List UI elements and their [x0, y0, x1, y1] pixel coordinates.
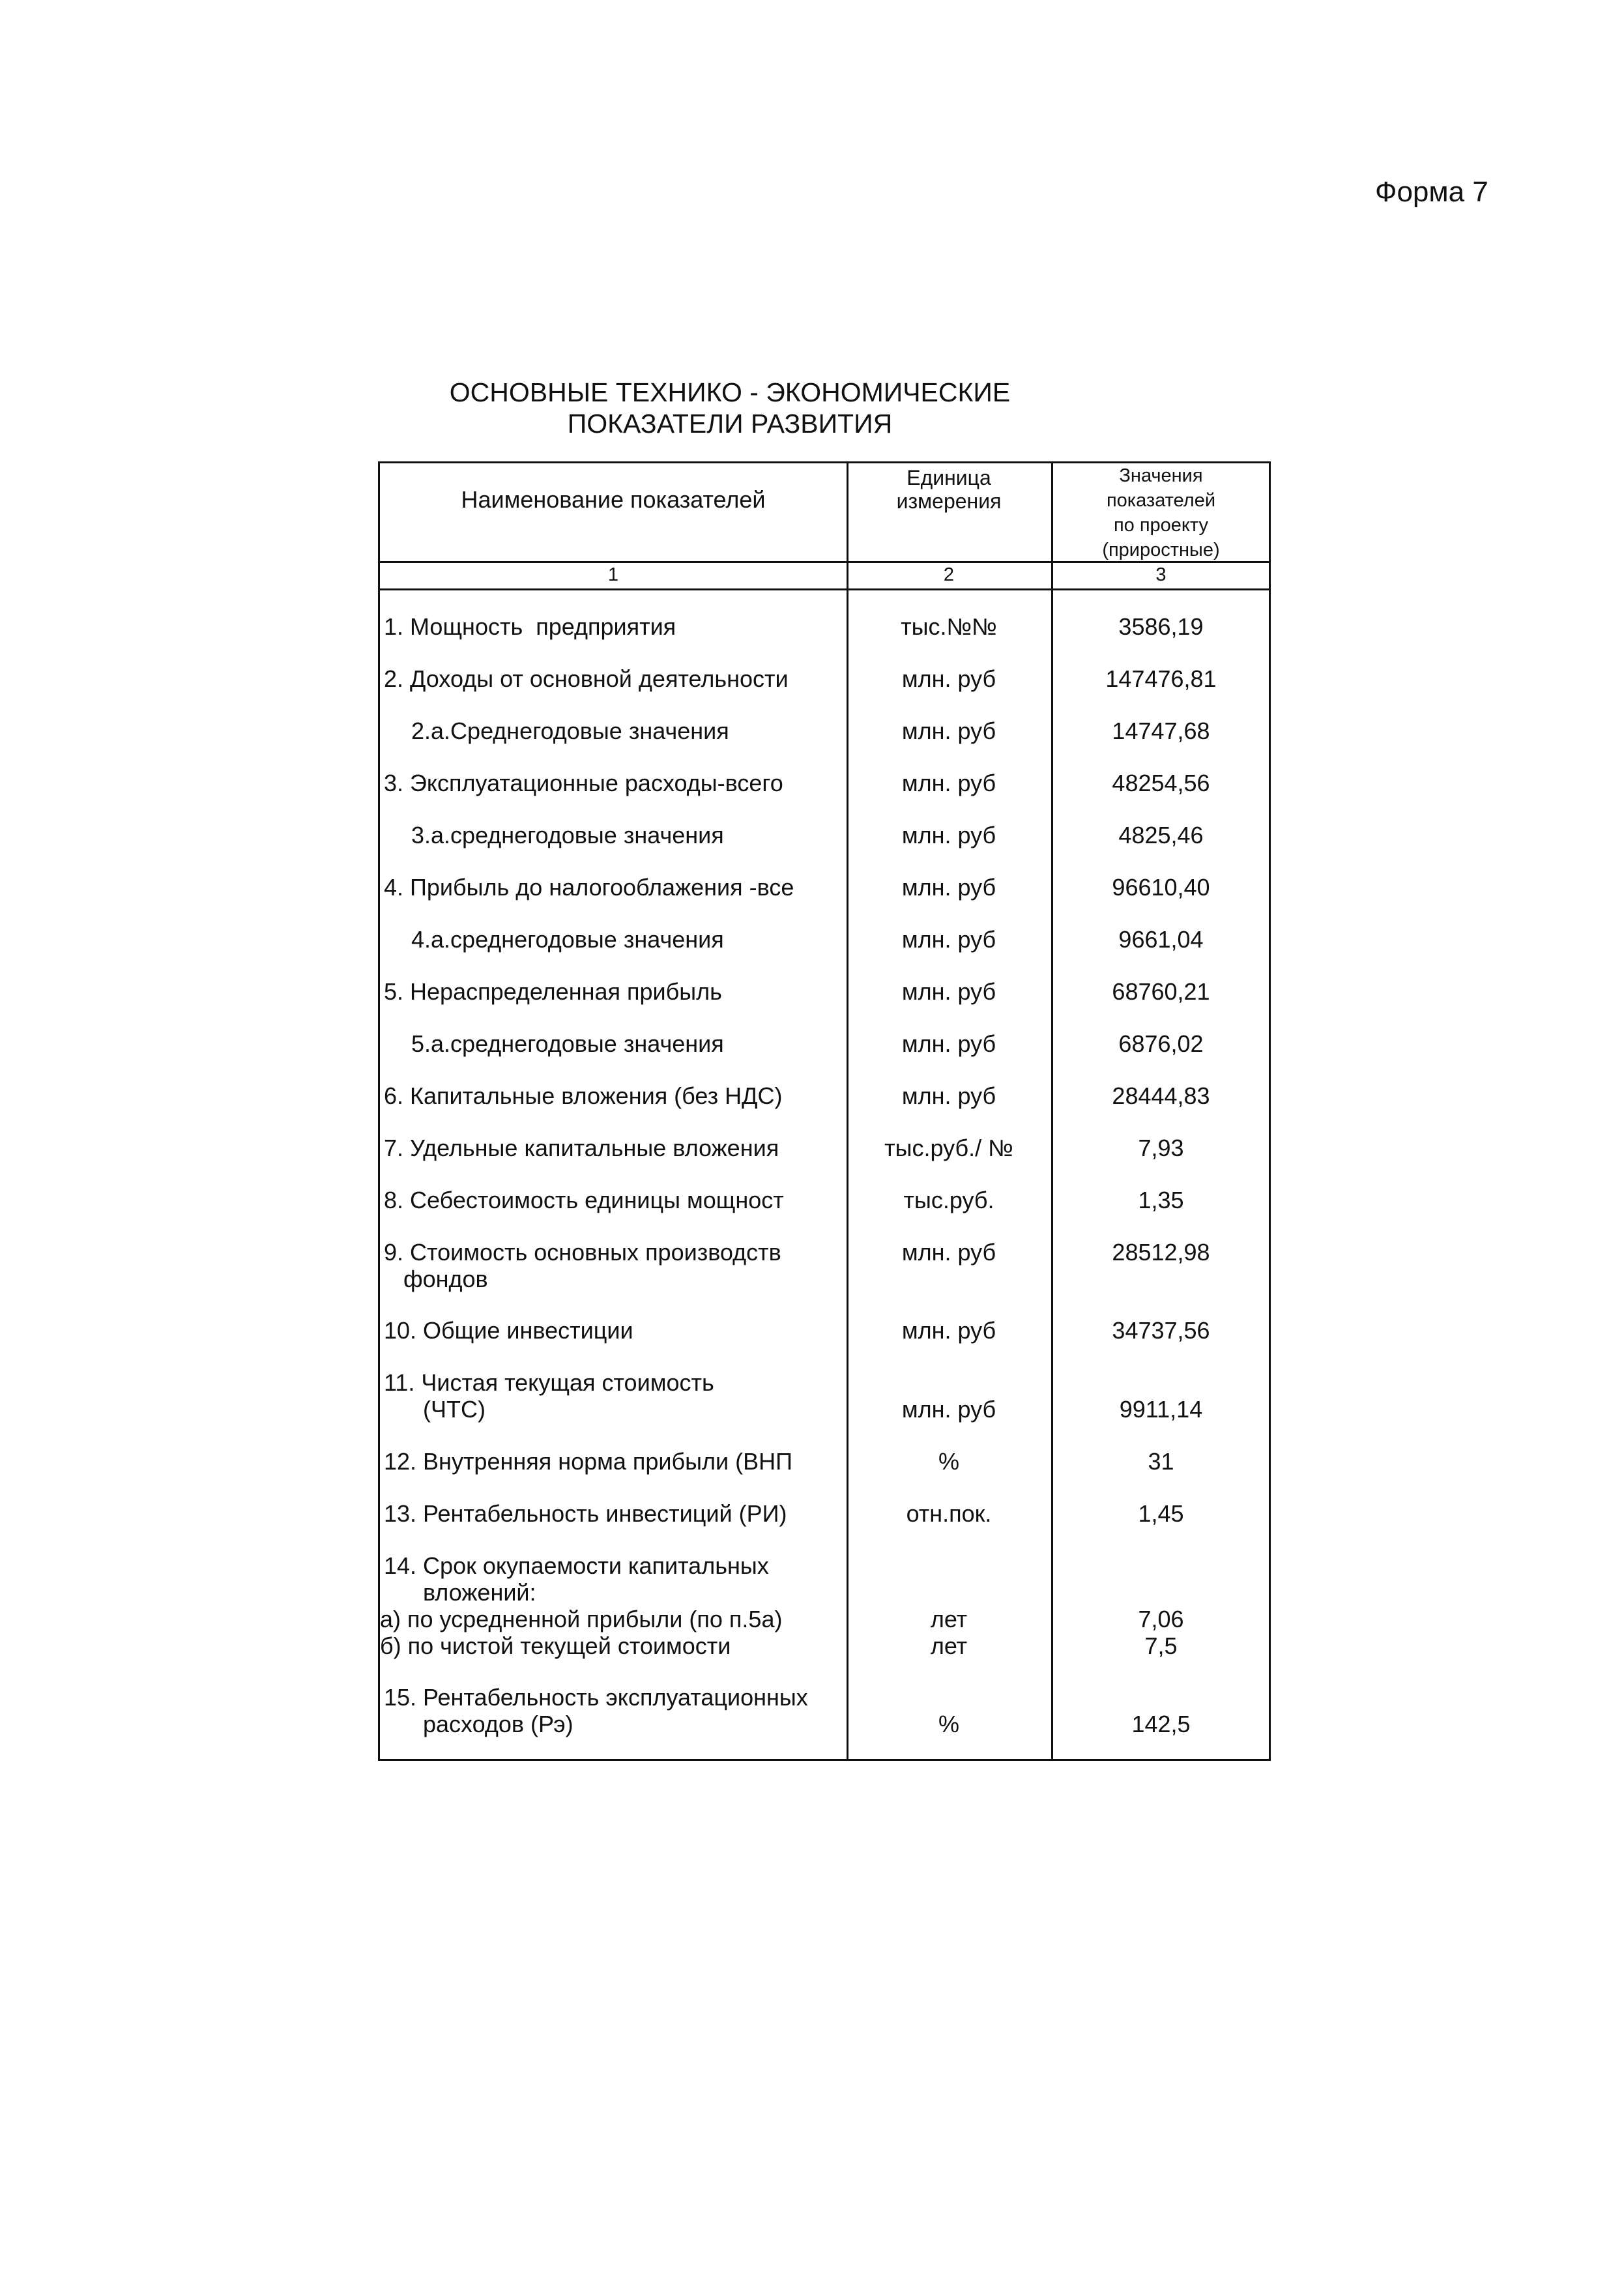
indicator-value: 48254,56: [1112, 770, 1210, 796]
indicator-name: 7. Удельные капитальные вложения: [384, 1135, 779, 1161]
header-value-line: (приростные): [1102, 540, 1220, 560]
indicator-name: 15. Рентабельность эксплуатационных: [384, 1684, 808, 1711]
indicator-unit: тыс.руб.: [903, 1187, 994, 1213]
indicator-name: 3.а.среднегодовые значения: [411, 822, 724, 848]
column-divider: [1051, 463, 1053, 1759]
header-value: [1051, 463, 1271, 562]
indicator-value: 142,5: [1131, 1711, 1191, 1737]
indicator-value: 7,93: [1138, 1135, 1184, 1161]
indicator-unit: млн. руб: [901, 822, 996, 848]
number-row-divider: [380, 588, 1269, 590]
indicator-unit: тыс.руб./ №: [884, 1135, 1013, 1161]
title-line-1: ОСНОВНЫЕ ТЕХНИКО - ЭКОНОМИЧЕСКИЕ: [449, 377, 1011, 407]
sub-item-b-unit: лет: [930, 1632, 968, 1659]
indicator-unit: млн. руб: [901, 926, 996, 953]
indicator-unit: млн. руб: [901, 1082, 996, 1109]
indicator-name-continuation: фондов: [384, 1266, 488, 1292]
sub-item-a: а) по усредненной прибыли (по п.5а): [380, 1606, 783, 1632]
header-indicator-name: Наименование показателей: [461, 486, 766, 513]
column-number: 1: [607, 564, 619, 585]
indicator-value: 31: [1148, 1448, 1174, 1475]
indicator-value: 1,45: [1138, 1500, 1184, 1527]
indicator-name: 10. Общие инвестиции: [384, 1317, 633, 1344]
header-unit-line: Единица: [906, 466, 991, 489]
indicator-name: 12. Внутренняя норма прибыли (ВНП: [384, 1448, 793, 1475]
indicator-name: 8. Себестоимость единицы мощност: [384, 1187, 784, 1213]
indicator-value: 28512,98: [1112, 1239, 1210, 1266]
indicator-value: 96610,40: [1112, 874, 1210, 901]
sub-item-b-value: 7,5: [1144, 1632, 1178, 1659]
indicator-unit: млн. руб: [901, 665, 996, 692]
indicator-name: 4.а.среднегодовые значения: [411, 926, 724, 953]
indicator-unit: млн. руб: [901, 1396, 996, 1423]
indicator-value: 4825,46: [1118, 822, 1204, 848]
column-number: 2: [943, 564, 955, 585]
header-unit: [847, 466, 1051, 513]
indicator-unit: млн. руб: [901, 770, 996, 796]
indicator-name: 5.а.среднегодовые значения: [411, 1030, 724, 1057]
indicator-name: 14. Срок окупаемости капитальных: [384, 1552, 769, 1579]
indicator-value: 68760,21: [1112, 978, 1210, 1005]
indicator-value: 28444,83: [1112, 1082, 1210, 1109]
header-unit-line: измерения: [896, 489, 1002, 513]
indicator-name-continuation: расходов (Рэ): [384, 1711, 573, 1737]
sub-item-a-value: 7,06: [1138, 1606, 1184, 1632]
indicator-unit: млн. руб: [901, 874, 996, 901]
indicators-table: [378, 461, 1271, 1761]
document-title: [365, 377, 1095, 439]
indicator-value: 14747,68: [1112, 717, 1210, 744]
indicator-unit: млн. руб: [901, 1239, 996, 1266]
indicator-value: 6876,02: [1118, 1030, 1204, 1057]
indicator-unit: тыс.№№: [901, 613, 997, 640]
indicator-value: 9661,04: [1118, 926, 1204, 953]
sub-item-a-unit: лет: [930, 1606, 968, 1632]
indicator-value: 9911,14: [1119, 1396, 1203, 1423]
header-value-line: по проекту: [1113, 515, 1209, 536]
indicator-name: 1. Мощность предприятия: [384, 613, 676, 640]
header-value-line: Значения: [1119, 465, 1203, 486]
sub-item-b: б) по чистой текущей стоимости: [380, 1632, 731, 1659]
indicator-name: 2.а.Среднегодовые значения: [411, 717, 729, 744]
indicator-name: 6. Капитальные вложения (без НДС): [384, 1082, 783, 1109]
indicator-name-continuation: (ЧТС): [384, 1396, 486, 1423]
indicator-value: 34737,56: [1112, 1317, 1210, 1344]
column-number: 3: [1155, 564, 1167, 585]
indicator-value: 3586,19: [1118, 613, 1204, 640]
indicator-unit: отн.пок.: [906, 1500, 992, 1527]
indicator-unit: %: [938, 1448, 959, 1475]
indicator-unit: %: [938, 1711, 959, 1737]
indicator-name: 2. Доходы от основной деятельности: [384, 665, 789, 692]
indicator-name: 4. Прибыль до налогооблажения -все: [384, 874, 794, 901]
indicator-name: 9. Стоимость основных производств: [384, 1239, 781, 1266]
indicator-unit: млн. руб: [901, 978, 996, 1005]
indicator-name: 5. Нераспределенная прибыль: [384, 978, 722, 1005]
title-line-2: ПОКАЗАТЕЛИ РАЗВИТИЯ: [567, 409, 893, 439]
indicator-unit: млн. руб: [901, 1317, 996, 1344]
indicator-name: 11. Чистая текущая стоимость: [384, 1369, 714, 1396]
indicator-value: 1,35: [1138, 1187, 1184, 1213]
column-divider: [847, 463, 848, 1759]
indicator-name: 3. Эксплуатационные расходы-всего: [384, 770, 783, 796]
indicator-unit: млн. руб: [901, 717, 996, 744]
indicator-value: 147476,81: [1105, 665, 1217, 692]
indicator-name-continuation: вложений:: [384, 1579, 536, 1606]
form-label: Форма 7: [1375, 176, 1488, 208]
indicator-unit: млн. руб: [901, 1030, 996, 1057]
header-value-line: показателей: [1106, 490, 1216, 511]
indicator-name: 13. Рентабельность инвестиций (РИ): [384, 1500, 787, 1527]
